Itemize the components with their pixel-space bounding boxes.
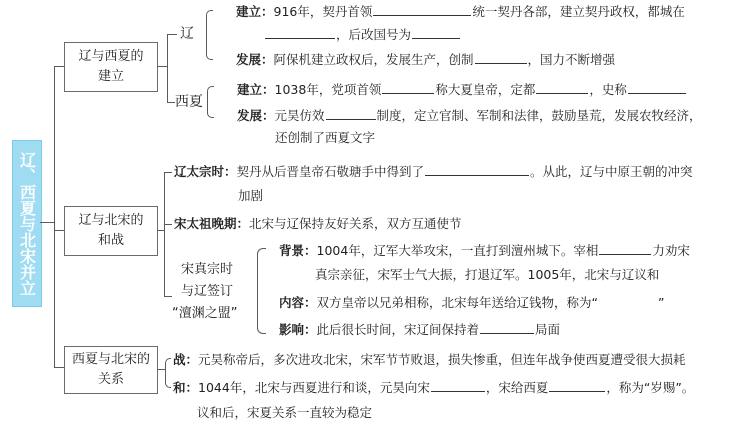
branch-title: 辽与西夏的建立	[78, 49, 144, 84]
zhenzong-title-1: 宋真宗时	[181, 262, 234, 277]
root-spine	[54, 66, 55, 367]
content-line: 内容：双方皇帝以兄弟相称，北宋每年送给辽钱物，称为“ ”	[279, 295, 665, 310]
b3-connector	[157, 369, 165, 370]
taizong-line1: 辽太宗时：契丹从后晋皇帝石敬瑭手中得到了 。从此，辽与中原王朝的冲突	[174, 164, 693, 179]
liao-founding-line2: ，后改国号为	[264, 26, 461, 43]
branch-liao-xixia-founding	[64, 42, 158, 92]
b2-zhenzong-connector	[164, 296, 172, 297]
liao-name: 辽	[180, 26, 194, 42]
xixia-brace	[207, 86, 214, 118]
zhenzong-title-2: 与辽签订	[181, 284, 234, 299]
root-connector	[40, 222, 54, 223]
b2-spine	[164, 172, 165, 296]
xixia-develop-line2: 还创制了西夏文字	[275, 130, 376, 145]
b2-connector	[157, 230, 164, 231]
xixia-name: 西夏	[175, 94, 203, 110]
b2-taizong-connector	[164, 172, 172, 173]
xixia-founding-line: 建立：1038年，党项首领 称大夏皇帝，定都 ，史称	[237, 81, 687, 98]
zhenzong-title-3: “澶渊之盟”	[172, 306, 238, 321]
xixia-song-peace-line1: 和：1044年，北宋与西夏进行和谈，元昊向宋 ，宋给西夏 ，称为“岁赐”。	[173, 380, 695, 395]
liao-founding-line1: 建立：916年，契丹首领 统一契丹各部，建立契丹政权，都城在	[236, 4, 685, 19]
bg-line2: 真宗亲征，宋军士气大振，打退辽军。1005年，北宋与辽议和	[315, 267, 660, 282]
taizu-line: 宋太祖晚期：北宋与辽保持友好关系，双方互通使节	[174, 216, 462, 231]
connector-b3	[54, 367, 64, 368]
connector-b2	[54, 230, 64, 231]
root-title: 辽、西夏与北宋并立	[17, 151, 37, 296]
root-title-box	[12, 140, 42, 307]
impact-line: 影响：此后很长时间，宋辽间保持着 局面	[279, 322, 561, 337]
bg-line1: 背景：1004年，辽军大举攻宋，一直打到澶州城下。宰相 力劝宋	[279, 243, 690, 258]
branch-title: 辽与北宋的和战	[78, 213, 144, 248]
zhenzong-brace	[257, 248, 266, 334]
xixia-develop-line1: 发展：元昊仿效 制度，定立官制、军制和法律，鼓励垦荒，发展农牧经济，	[237, 108, 702, 123]
b2-taizu-connector	[164, 224, 172, 225]
branch-title: 西夏与北宋的关系	[72, 352, 151, 387]
b3-brace	[165, 358, 171, 388]
liao-develop-line: 发展：阿保机建立政权后，发展生产，创制 ，国力不断增强	[236, 52, 616, 67]
xixia-song-war-line: 战：元昊称帝后，多次进攻北宋，宋军节节败退，损失惨重，但连年战争使西夏遭受很大损耗	[173, 352, 686, 367]
branch-liao-song-war	[64, 206, 158, 256]
b1-spine	[167, 34, 168, 102]
b1-connector	[157, 66, 167, 67]
branch-xixia-song-relations	[64, 346, 158, 394]
b1-xixia-connector	[167, 102, 175, 103]
b1-liao-connector	[167, 34, 177, 35]
taizong-line2: 加剧	[238, 188, 264, 203]
connector-b1	[54, 66, 64, 67]
liao-brace	[206, 10, 213, 60]
xixia-song-peace-line2: 议和后，宋夏关系一直较为稳定	[197, 405, 373, 420]
